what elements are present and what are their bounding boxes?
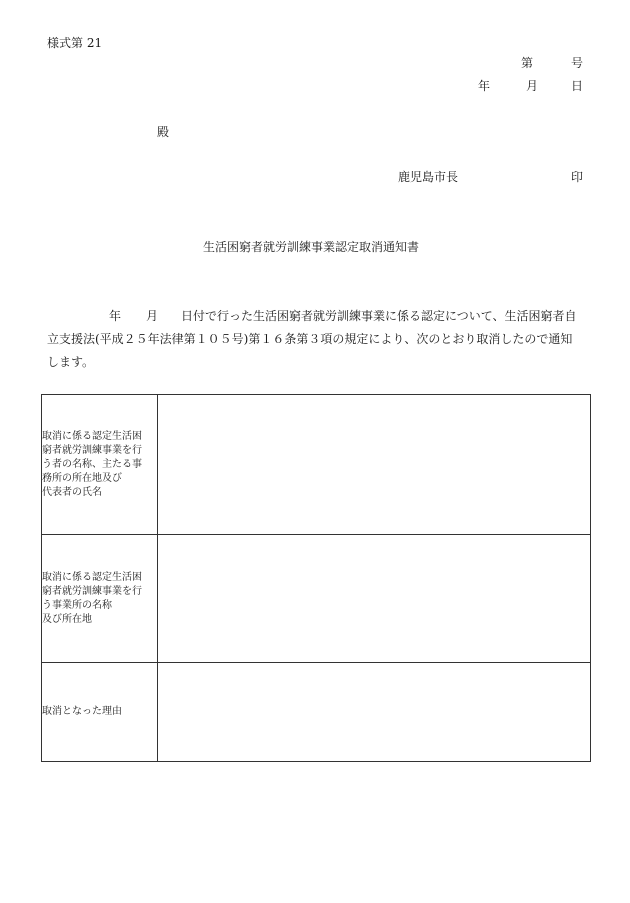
body-year: 年	[109, 309, 122, 323]
table-row	[42, 535, 591, 663]
row-value-field[interactable]	[158, 395, 591, 535]
document-title: 生活困窮者就労訓練事業認定取消通知書	[203, 240, 420, 254]
form-number: 様式第 21	[47, 36, 103, 50]
body-line3: します。	[47, 355, 95, 369]
issuer-name: 鹿児島市長	[398, 170, 459, 184]
table-row	[42, 395, 591, 535]
form-table	[41, 394, 591, 762]
row-value-field[interactable]	[158, 663, 591, 762]
issuer-seal: 印	[571, 170, 584, 184]
row-label: 取消となった理由	[42, 663, 158, 762]
doc-number-go: 号	[571, 56, 584, 70]
body-month: 月	[146, 309, 159, 323]
row-value-field[interactable]	[158, 535, 591, 663]
date-month: 月	[526, 79, 539, 93]
body-line2: 立支援法(平成２５年法律第１０５号)第１６条第３項の規定により、次のとおり取消したので通知	[47, 332, 573, 346]
addressee-dono: 殿	[157, 125, 170, 139]
body-line1: 日付で行った生活困窮者就労訓練事業に係る認定について、生活困窮者自	[181, 309, 577, 323]
table-row	[42, 663, 591, 762]
row-label: 取消に係る認定生活困 窮者就労訓練事業を行 う事業所の名称 及び所在地	[42, 535, 158, 663]
date-year: 年	[478, 79, 491, 93]
row-label: 取消に係る認定生活困 窮者就労訓練事業を行 う者の名称、主たる事 務所の所在地及び 代表者の氏名	[42, 395, 158, 535]
doc-number-dai: 第	[521, 56, 534, 70]
date-day: 日	[571, 79, 584, 93]
